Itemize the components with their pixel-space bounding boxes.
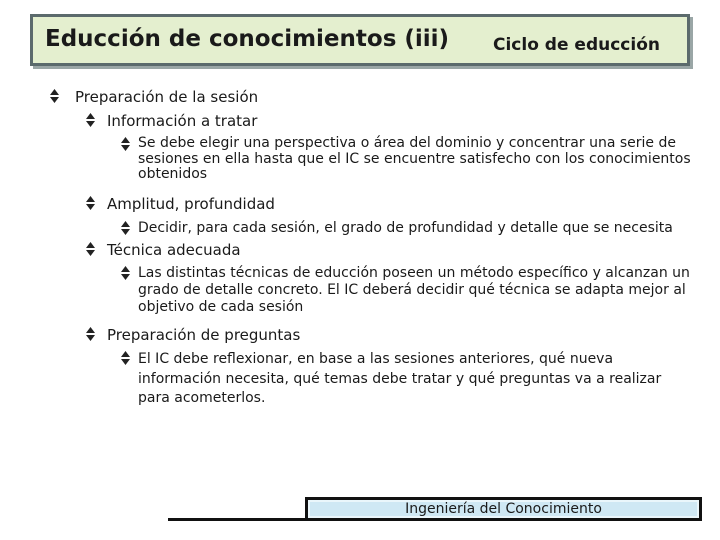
outline-detail-informacion xyxy=(121,136,696,183)
outline-item-preparacion-sesion xyxy=(50,89,258,105)
outline-text: El IC debe reflexionar, en base a las sesiones anteriores, qué nueva información necesita, qué temas debe tratar y qué preguntas va a realizar para acometerlos. xyxy=(138,351,662,406)
diamond-arrow-icon xyxy=(121,221,130,235)
diamond-arrow-icon xyxy=(121,137,130,151)
outline-text: Preparación de la sesión xyxy=(75,88,259,106)
outline-item-amplitud xyxy=(86,196,275,212)
slide-title: Educción de conocimientos (iii) xyxy=(45,26,450,52)
outline-detail-amplitud xyxy=(121,220,706,236)
diamond-arrow-icon xyxy=(86,196,95,210)
outline-text: Se debe elegir una perspectiva o área del dominio y concentrar una serie de sesiones en ella hasta que el IC se encuentre satisfecho con los conocimientos obtenidos xyxy=(138,135,691,182)
outline-item-informacion xyxy=(86,113,257,129)
outline-text: Información a tratar xyxy=(107,112,258,130)
diamond-arrow-icon xyxy=(86,327,95,341)
outline-item-preguntas xyxy=(86,327,300,343)
outline-text: Decidir, para cada sesión, el grado de profundidad y detalle que se necesita xyxy=(138,220,673,236)
diamond-arrow-icon xyxy=(121,351,130,365)
diamond-arrow-icon xyxy=(86,113,95,127)
slide-title-box xyxy=(30,14,690,66)
outline-text: Preparación de preguntas xyxy=(107,326,301,344)
diamond-arrow-icon xyxy=(86,242,95,256)
outline-item-tecnica xyxy=(86,242,241,258)
diamond-arrow-icon xyxy=(121,266,130,280)
outline-detail-tecnica xyxy=(121,265,696,316)
slide-subtitle: Ciclo de educción xyxy=(493,35,660,55)
footer-rule xyxy=(168,518,308,521)
outline-detail-preguntas xyxy=(121,350,681,409)
footer-label: Ingeniería del Conocimiento xyxy=(305,497,702,521)
outline-text: Las distintas técnicas de educción poseen un método específico y alcanzan un grado de detalle concreto. El IC deberá decidir qué técnica se adapta mejor al objetivo de cada sesión xyxy=(138,265,690,315)
outline-text: Amplitud, profundidad xyxy=(107,195,275,213)
outline-text: Técnica adecuada xyxy=(107,241,241,259)
diamond-arrow-icon xyxy=(50,89,59,103)
